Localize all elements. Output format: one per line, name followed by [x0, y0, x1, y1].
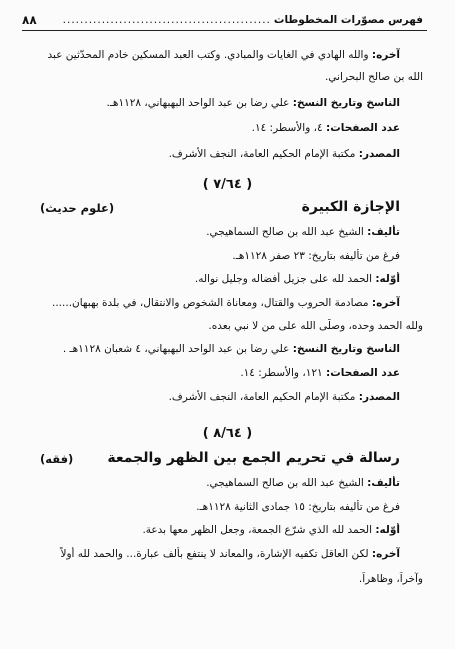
entry8-end-line2: وآخراً، وظاهراً.	[358, 573, 423, 585]
entry6-source: المصدر: مكتبة الإمام الحكيم العامة، النجف الأشرف.	[168, 148, 400, 160]
entry8-end-line1: آخره: لكن العاقل تكفيه الإشارة، والمعاند لا ينتفع بألف عبارة... والحمد لله أولاً	[60, 548, 400, 560]
entry7-end-line2: ولله الحمد وحده، وصلّى الله على من لا نبي بعده.	[208, 320, 423, 332]
entry7-title: الإجازة الكبيرة	[301, 199, 400, 215]
entry7-source: المصدر: مكتبة الإمام الحكيم العامة، النجف الأشرف.	[168, 391, 400, 403]
page-number: ٨٨	[22, 13, 37, 27]
entry8-start: أوّله: الحمد لله الذي شرّع الجمعة، وجعل الظهر معها بدعة.	[142, 524, 400, 536]
entry8-author: تأليف: الشيخ عبد الله بن صالح السماهيجي.	[206, 477, 400, 489]
entry7-pages: عدد الصفحات: ١٢١، والأسطر: ١٤.	[240, 367, 400, 379]
entry8-subject: (فقه)	[40, 452, 74, 466]
entry7-start: أوّله: الحمد لله على جزيل أفضاله وجليل نواله.	[194, 273, 400, 285]
entry6-end-line2: الله بن صالح البحراني.	[324, 71, 423, 83]
entry7-author: تأليف: الشيخ عبد الله بن صالح السماهيجي.	[206, 226, 400, 238]
entry8-finished: فرغ من تأليفه بتاريخ: ١٥ جمادى الثانية ١١٢٨هـ.	[196, 501, 400, 513]
header-title: فهرس مصوّرات المخطوطات	[273, 14, 423, 26]
entry8-title: رسالة في تحريم الجمع بين الظهر والجمعة	[107, 450, 400, 466]
entry8-number: ( ٨/٦٤ )	[202, 426, 253, 441]
entry7-end-line1: آخره: مصادمة الحروب والقتال، ومعاناة الشخوص والانتقال، في بلدة بهبهان......	[52, 297, 400, 309]
entry7-finished: فرغ من تأليفه بتاريخ: ٢٣ صفر ١١٢٨هـ.	[232, 250, 400, 262]
entry6-copyist: الناسخ وتاريخ النسخ: علي رضا بن عبد الواحد البهبهاني، ١١٢٨هـ.	[106, 97, 400, 109]
entry7-subject: (علوم حديث)	[40, 201, 115, 215]
entry7-number: ( ٧/٦٤ )	[202, 177, 253, 192]
header-leader-dots: ................................................	[62, 14, 271, 26]
entry6-pages: عدد الصفحات: ٤، والأسطر: ١٤.	[251, 122, 400, 134]
entry6-end-line1: آخره: والله الهادي في الغايات والمبادي. وكتب العبد المسكين خادم المحدّثين عبد	[47, 49, 400, 61]
header-rule	[22, 30, 427, 31]
entry7-copyist: الناسخ وتاريخ النسخ: علي رضا بن عبد الواحد البهبهاني، ٤ شعبان ١١٢٨هـ .	[62, 343, 400, 355]
running-header	[22, 12, 423, 28]
